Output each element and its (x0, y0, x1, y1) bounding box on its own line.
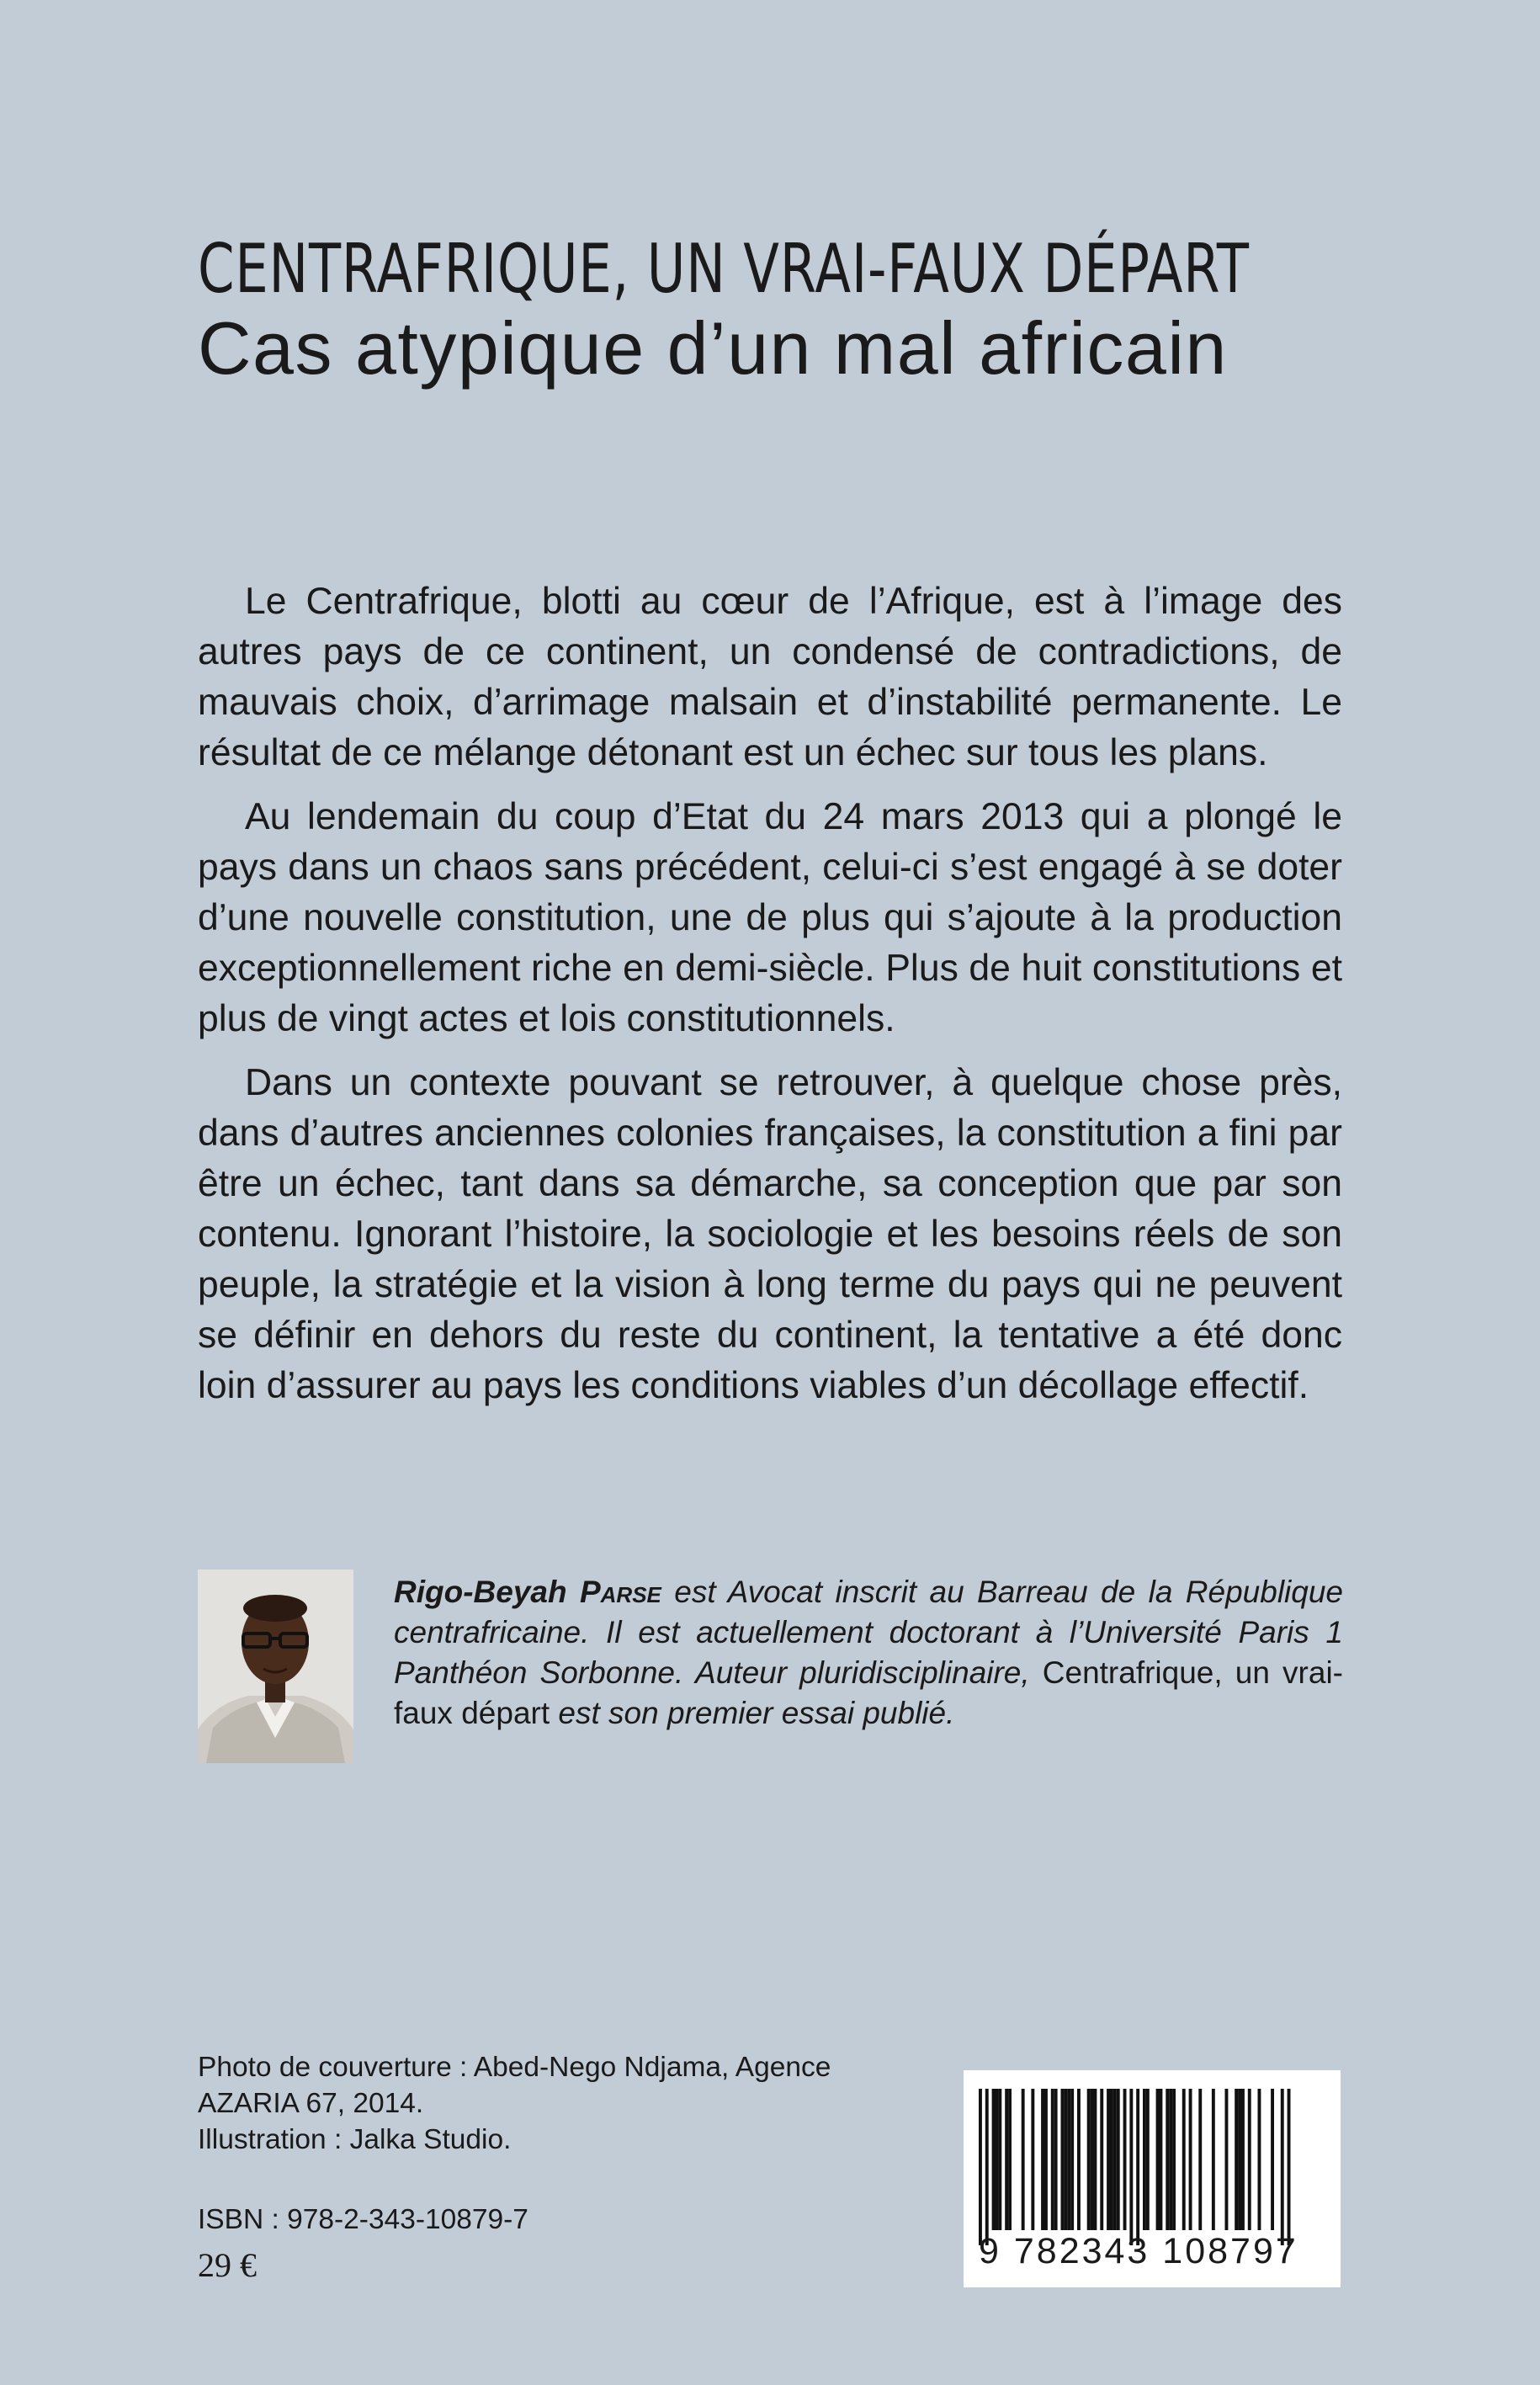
credits (198, 2049, 888, 2158)
barcode-bar (1288, 2089, 1291, 2245)
barcode-bar (1005, 2089, 1008, 2230)
photo-credit-line: Photo de couverture : Abed-Nego Ndjama, Agence (198, 2052, 831, 2083)
barcode-bar (1156, 2089, 1160, 2230)
barcode-bar (1091, 2089, 1094, 2230)
back-cover-summary (198, 576, 1342, 1425)
barcode-bar (1064, 2089, 1067, 2230)
barcode-bar (1258, 2089, 1261, 2230)
barcode-bar (1094, 2089, 1097, 2230)
isbn: ISBN : 978-2-343-10879-7 (198, 2204, 528, 2235)
author-first-name: Rigo-Beyah (394, 1575, 567, 1609)
barcode-bar (1160, 2089, 1163, 2230)
author-book-reference: Centrafrique, un vrai-faux départ (394, 1655, 1343, 1730)
barcode-bar (1235, 2089, 1238, 2230)
barcode-bar (1281, 2089, 1284, 2245)
barcode-bar (1225, 2089, 1229, 2230)
author-photo (198, 1570, 353, 1763)
barcode-bar (1123, 2089, 1127, 2230)
author-portrait-image (198, 1570, 353, 1763)
barcode-bar (998, 2089, 1001, 2230)
book-subtitle: Cas atypique d’un mal africain (198, 306, 1228, 390)
barcode-bar (1189, 2089, 1192, 2230)
barcode-bar (1212, 2089, 1215, 2230)
barcode-bar (1100, 2089, 1103, 2230)
barcode-bar (1117, 2089, 1120, 2230)
price: 29 € (198, 2246, 257, 2284)
barcode-bar (1051, 2089, 1054, 2230)
barcode-bar (1022, 2089, 1025, 2230)
summary-paragraph: Le Centrafrique, blotti au cœur de l’Afrique, est à l’image des autres pays de ce continent, un condensé de contradictions, de mauvais choix, d’arrimage malsain et d’instabilité permanente. Le résultat de ce mélange détonant est un échec sur tous les plans. (198, 581, 1342, 773)
barcode (964, 2070, 1341, 2287)
barcode-bar (1172, 2089, 1176, 2230)
barcode-bar (1113, 2089, 1117, 2230)
author-last-name: Parse (579, 1575, 661, 1609)
summary-paragraph: Dans un contexte pouvant se retrouver, à quelque chose près, dans d’autres anciennes colonies françaises, la constitution a fini par être un échec, tant dans sa démarche, sa conception que par son contenu. Ignorant l’histoire, la sociologie et les besoins réels de son peuple, la stratégie et la vision à long terme du pays qui ne peuvent se définir en dehors du reste du continent, la tentative a été donc loin d’assurer au pays les conditions viables d’un décollage effectif. (198, 1062, 1342, 1406)
barcode-bar (1054, 2089, 1058, 2230)
barcode-bar (1241, 2089, 1245, 2230)
barcode-bar (979, 2089, 982, 2245)
title-block (198, 227, 1351, 389)
barcode-bar (1143, 2089, 1146, 2230)
author-bio-text: est Avocat inscrit au Barreau de la République centrafricaine. Il est actuellement doctorant à l’Université Paris 1 Panthéon Sorbonne. Auteur pluridisciplinaire, (394, 1575, 1343, 1690)
barcode-bar (1044, 2089, 1048, 2230)
barcode-bar (1166, 2089, 1169, 2230)
barcode-bar (992, 2089, 996, 2230)
book-title: CENTRAFRIQUE, UN VRAI-FAUX DÉPART (198, 230, 1250, 308)
illustration-credit: Illustration : Jalka Studio. (198, 2124, 512, 2155)
barcode-bar (1070, 2089, 1074, 2230)
barcode-bar (1031, 2089, 1034, 2230)
barcode-bar (985, 2089, 989, 2245)
barcode-bar (1008, 2089, 1012, 2230)
barcode-bar (1107, 2089, 1110, 2230)
summary-paragraph: Au lendemain du coup d’Etat du 24 mars 2013 qui a plongé le pays dans un chaos sans précédent, celui-ci s’est engagé à se doter d’une nouvelle constitution, une de plus qui s’ajoute à la production exceptionnellement riche en demi-siècle. Plus de huit constitutions et plus de vingt actes et lois constitutionnels. (198, 796, 1342, 1039)
barcode-bar (1146, 2089, 1150, 2230)
barcode-digits: 9 782343 108797 (979, 2231, 1298, 2271)
barcode-bar (1238, 2089, 1241, 2230)
barcode-bar (1110, 2089, 1113, 2230)
author-bio-ending: est son premier essai publié. (550, 1696, 955, 1730)
barcode-bar (1061, 2089, 1065, 2230)
barcode-bar (1077, 2089, 1081, 2230)
barcode-bar (1248, 2089, 1251, 2230)
barcode-bar (996, 2089, 999, 2230)
barcode-bar (1271, 2089, 1274, 2230)
barcode-bar (1129, 2089, 1133, 2245)
barcode-bar (1087, 2089, 1091, 2230)
barcode-bar (1169, 2089, 1172, 2230)
barcode-bar (1182, 2089, 1186, 2230)
barcode-bar (1067, 2089, 1070, 2230)
photo-credit-line: AZARIA 67, 2014. (198, 2088, 424, 2119)
barcode-bar (1041, 2089, 1044, 2230)
author-bio (394, 1572, 1343, 1734)
barcode-bar (1136, 2089, 1139, 2245)
barcode-bar (1198, 2089, 1202, 2230)
